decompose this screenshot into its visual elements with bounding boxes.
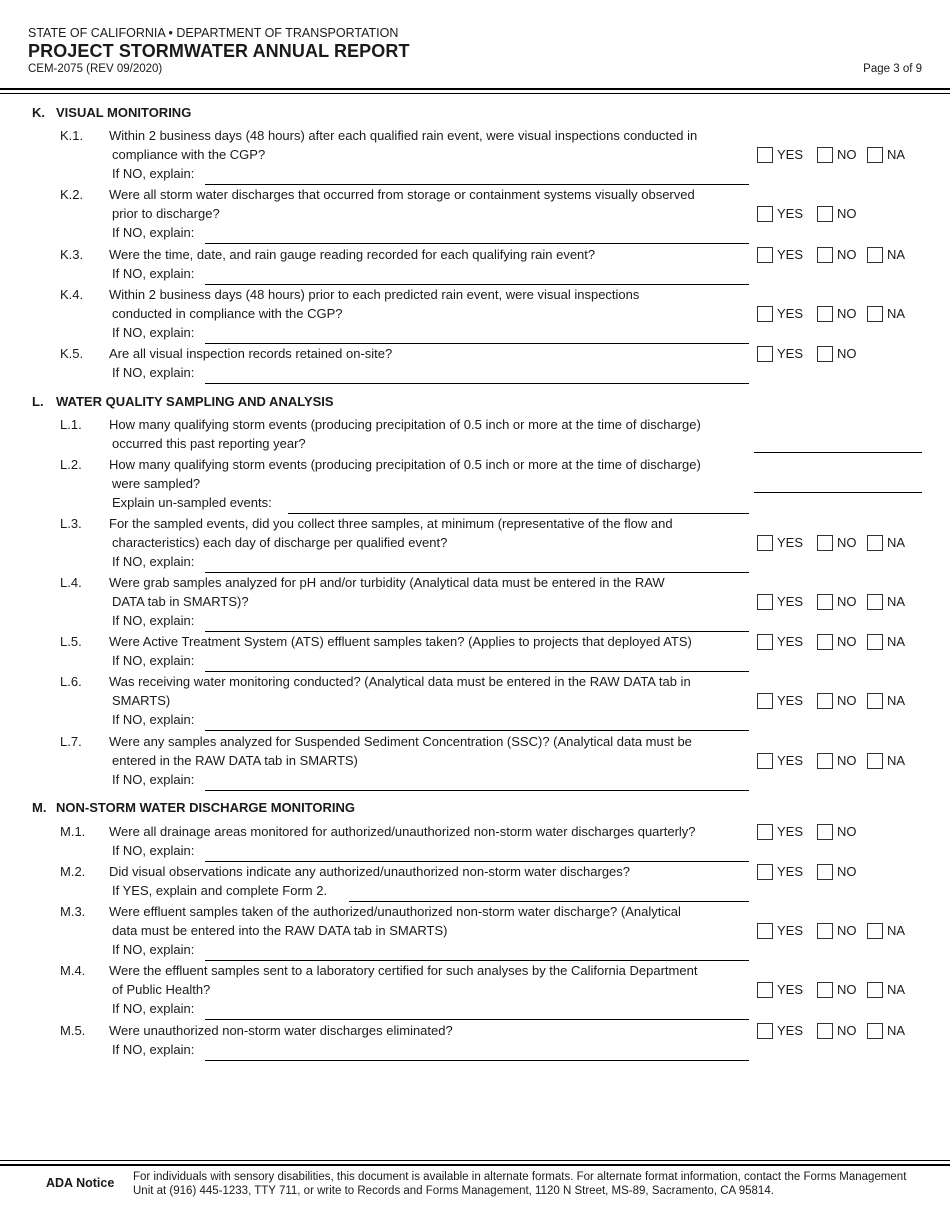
question-text: Were the time, date, and rain gauge reading recorded for each qualifying rain event?	[109, 247, 596, 262]
no-checkbox[interactable]	[817, 147, 833, 163]
form-number: CEM-2075 (REV 09/2020)	[28, 63, 163, 75]
question-text: Was receiving water monitoring conducted? (Analytical data must be entered in the RAW DATA tab in	[109, 674, 691, 689]
explain-field[interactable]	[205, 790, 749, 791]
answer-options	[757, 1021, 905, 1040]
question-number: M.2.	[60, 864, 86, 879]
answer-options	[757, 533, 905, 552]
question-text: Were the effluent samples sent to a laboratory certified for such analyses by the California Department	[109, 963, 698, 978]
no-checkbox[interactable]	[817, 753, 833, 769]
answer-options	[757, 822, 867, 841]
no-checkbox[interactable]	[817, 247, 833, 263]
agency-name: STATE OF CALIFORNIA • DEPARTMENT OF TRANSPORTATION	[28, 26, 399, 40]
question-text-cont: of Public Health?	[112, 982, 211, 997]
explain-label: If NO, explain:	[112, 613, 195, 628]
no-label: NO	[837, 1023, 857, 1038]
yes-checkbox[interactable]	[757, 1023, 773, 1039]
no-label: NO	[837, 753, 857, 768]
question-text-cont: occurred this past reporting year?	[112, 436, 306, 451]
explain-label: If YES, explain and complete Form 2.	[112, 883, 328, 898]
yes-label: YES	[777, 346, 804, 361]
na-label: NA	[887, 753, 906, 768]
yes-label: YES	[777, 594, 804, 609]
question-text: Did visual observations indicate any authorized/unauthorized non-storm water discharges?	[109, 864, 631, 879]
question-number: M.1.	[60, 824, 86, 839]
question-text: Were all storm water discharges that occurred from storage or containment systems visually observed	[109, 187, 695, 202]
na-label: NA	[887, 1023, 906, 1038]
explain-label: If NO, explain:	[112, 942, 195, 957]
answer-options	[757, 691, 905, 710]
question-number: M.4.	[60, 963, 86, 978]
no-label: NO	[837, 147, 857, 162]
question-text: How many qualifying storm events (producing precipitation of 0.5 inch or more at the time of discharge)	[109, 457, 701, 472]
no-checkbox[interactable]	[817, 306, 833, 322]
no-checkbox[interactable]	[817, 594, 833, 610]
no-checkbox[interactable]	[817, 634, 833, 650]
header-rule-thick	[0, 88, 950, 90]
section-letter: M.	[32, 800, 47, 815]
ada-notice-text: For individuals with sensory disabilities, this document is available in alternate formats. For alternate format information, contact the Forms Management Unit at (916) 445-1233, TTY 711, or write to Records and Forms Management, 1120 N Street, MS-89, Sacramento, CA 95814.	[133, 1171, 907, 1197]
yes-checkbox[interactable]	[757, 824, 773, 840]
question-number: M.5.	[60, 1023, 86, 1038]
section-title: WATER QUALITY SAMPLING AND ANALYSIS	[56, 394, 334, 409]
answer-options	[757, 862, 867, 881]
yes-label: YES	[777, 535, 804, 550]
section-title: VISUAL MONITORING	[56, 105, 192, 120]
question-text-cont: were sampled?	[112, 476, 201, 491]
yes-checkbox[interactable]	[757, 864, 773, 880]
no-label: NO	[837, 206, 857, 221]
question-number: M.3.	[60, 904, 86, 919]
explain-label: Explain un-sampled events:	[112, 495, 272, 510]
no-label: NO	[837, 982, 857, 997]
yes-label: YES	[777, 1023, 804, 1038]
explain-field[interactable]	[205, 1060, 749, 1061]
na-checkbox[interactable]	[867, 1023, 883, 1039]
yes-checkbox[interactable]	[757, 306, 773, 322]
na-checkbox[interactable]	[867, 535, 883, 551]
yes-checkbox[interactable]	[757, 693, 773, 709]
explain-label: If NO, explain:	[112, 554, 195, 569]
answer-options	[757, 344, 867, 363]
na-checkbox[interactable]	[867, 753, 883, 769]
question-number: K.5.	[60, 346, 84, 361]
no-checkbox[interactable]	[817, 824, 833, 840]
no-checkbox[interactable]	[817, 1023, 833, 1039]
yes-label: YES	[777, 693, 804, 708]
yes-label: YES	[777, 982, 804, 997]
explain-field[interactable]	[205, 730, 749, 731]
question-text: Were all drainage areas monitored for authorized/unauthorized non-storm water discharges quarterly?	[109, 824, 696, 839]
question-text: Were any samples analyzed for Suspended Sediment Concentration (SSC)? (Analytical data must be	[109, 734, 692, 749]
question-text-cont: data must be entered into the RAW DATA tab in SMARTS)	[112, 923, 448, 938]
na-checkbox[interactable]	[867, 923, 883, 939]
no-checkbox[interactable]	[817, 923, 833, 939]
no-label: NO	[837, 864, 857, 879]
answer-options	[757, 751, 905, 770]
question-text: Within 2 business days (48 hours) prior to each predicted rain event, were visual inspections	[109, 287, 640, 302]
yes-label: YES	[777, 306, 804, 321]
no-label: NO	[837, 634, 857, 649]
question-number: K.3.	[60, 247, 84, 262]
question-text-cont: compliance with the CGP?	[112, 147, 266, 162]
yes-checkbox[interactable]	[757, 346, 773, 362]
sampled-events-count-field[interactable]	[754, 492, 922, 493]
question-text: Within 2 business days (48 hours) after each qualified rain event, were visual inspections conducted in	[109, 128, 698, 143]
yes-checkbox[interactable]	[757, 753, 773, 769]
question-text-cont: characteristics) each day of discharge per qualified event?	[112, 535, 448, 550]
no-label: NO	[837, 535, 857, 550]
explain-field[interactable]	[205, 243, 749, 244]
na-label: NA	[887, 535, 906, 550]
explain-field[interactable]	[205, 1019, 749, 1020]
form-header	[28, 26, 922, 77]
storm-events-count-field[interactable]	[754, 452, 922, 453]
no-checkbox[interactable]	[817, 864, 833, 880]
question-number: L.2.	[60, 457, 82, 472]
question-number: K.2.	[60, 187, 84, 202]
answer-options	[757, 145, 905, 164]
na-checkbox[interactable]	[867, 147, 883, 163]
no-label: NO	[837, 923, 857, 938]
question-text-cont: entered in the RAW DATA tab in SMARTS)	[112, 753, 358, 768]
question-number: L.5.	[60, 634, 82, 649]
na-label: NA	[887, 923, 906, 938]
yes-checkbox[interactable]	[757, 147, 773, 163]
na-checkbox[interactable]	[867, 306, 883, 322]
explain-label: If NO, explain:	[112, 266, 195, 281]
yes-checkbox[interactable]	[757, 206, 773, 222]
na-label: NA	[887, 306, 906, 321]
question-number: L.4.	[60, 575, 82, 590]
answer-options	[757, 304, 905, 323]
yes-label: YES	[777, 753, 804, 768]
question-number: L.7.	[60, 734, 82, 749]
question-number: L.1.	[60, 417, 82, 432]
no-checkbox[interactable]	[817, 206, 833, 222]
answer-options	[757, 980, 905, 999]
answer-options	[757, 245, 905, 264]
no-checkbox[interactable]	[817, 982, 833, 998]
question-text: For the sampled events, did you collect three samples, at minimum (representative of the flow and	[109, 516, 673, 531]
no-label: NO	[837, 247, 857, 262]
no-label: NO	[837, 693, 857, 708]
question-text-cont: DATA tab in SMARTS)?	[112, 594, 249, 609]
answer-options	[757, 921, 905, 940]
question-text: Were effluent samples taken of the authorized/unauthorized non-storm water discharge? (Analytical	[109, 904, 681, 919]
explain-label: If NO, explain:	[112, 843, 195, 858]
section-letter: K.	[32, 105, 45, 120]
yes-checkbox[interactable]	[757, 982, 773, 998]
ada-notice-label: ADA Notice	[46, 1176, 115, 1190]
na-label: NA	[887, 693, 906, 708]
yes-checkbox[interactable]	[757, 535, 773, 551]
question-text: Were unauthorized non-storm water discharges eliminated?	[109, 1023, 453, 1038]
explain-label: If NO, explain:	[112, 653, 195, 668]
yes-label: YES	[777, 923, 804, 938]
yes-checkbox[interactable]	[757, 594, 773, 610]
explain-label: If NO, explain:	[112, 1042, 195, 1057]
question-number: L.3.	[60, 516, 82, 531]
question-number: K.4.	[60, 287, 84, 302]
yes-label: YES	[777, 206, 804, 221]
no-label: NO	[837, 346, 857, 361]
answer-options	[757, 632, 905, 651]
na-label: NA	[887, 247, 906, 262]
footer-rule-thick	[0, 1164, 950, 1166]
yes-label: YES	[777, 147, 804, 162]
question-text-cont: conducted in compliance with the CGP?	[112, 306, 343, 321]
section-letter: L.	[32, 394, 44, 409]
na-checkbox[interactable]	[867, 693, 883, 709]
question-text: Were Active Treatment System (ATS) effluent samples taken? (Applies to projects that deployed ATS)	[109, 634, 692, 649]
explain-label: If NO, explain:	[112, 365, 195, 380]
no-label: NO	[837, 306, 857, 321]
na-label: NA	[887, 982, 906, 997]
question-text: How many qualifying storm events (producing precipitation of 0.5 inch or more at the time of discharge)	[109, 417, 701, 432]
form-title: PROJECT STORMWATER ANNUAL REPORT	[28, 41, 410, 61]
page-number: Page 3 of 9	[863, 63, 922, 75]
yes-checkbox[interactable]	[757, 634, 773, 650]
yes-label: YES	[777, 634, 804, 649]
yes-checkbox[interactable]	[757, 923, 773, 939]
explain-label: If NO, explain:	[112, 772, 195, 787]
question-text: Were grab samples analyzed for pH and/or turbidity (Analytical data must be entered in the RAW	[109, 575, 665, 590]
question-number: K.1.	[60, 128, 84, 143]
na-checkbox[interactable]	[867, 634, 883, 650]
answer-options	[757, 204, 867, 223]
yes-label: YES	[777, 864, 804, 879]
na-label: NA	[887, 634, 906, 649]
no-checkbox[interactable]	[817, 693, 833, 709]
na-label: NA	[887, 147, 906, 162]
question-text-cont: SMARTS)	[112, 693, 171, 708]
na-checkbox[interactable]	[867, 247, 883, 263]
na-label: NA	[887, 594, 906, 609]
explain-label: If NO, explain:	[112, 712, 195, 727]
no-checkbox[interactable]	[817, 346, 833, 362]
na-checkbox[interactable]	[867, 594, 883, 610]
yes-label: YES	[777, 824, 804, 839]
no-checkbox[interactable]	[817, 535, 833, 551]
question-text: Are all visual inspection records retained on-site?	[109, 346, 393, 361]
explain-label: If NO, explain:	[112, 225, 195, 240]
explain-label: If NO, explain:	[112, 166, 195, 181]
section-title: NON-STORM WATER DISCHARGE MONITORING	[56, 800, 355, 815]
yes-checkbox[interactable]	[757, 247, 773, 263]
question-number: L.6.	[60, 674, 82, 689]
explain-field[interactable]	[205, 383, 749, 384]
yes-label: YES	[777, 247, 804, 262]
header-rule-thin	[0, 93, 950, 94]
explain-label: If NO, explain:	[112, 325, 195, 340]
question-text-cont: prior to discharge?	[112, 206, 220, 221]
explain-label: If NO, explain:	[112, 1001, 195, 1016]
answer-options	[757, 592, 905, 611]
na-checkbox[interactable]	[867, 982, 883, 998]
footer-rule-thin	[0, 1160, 950, 1161]
no-label: NO	[837, 824, 857, 839]
no-label: NO	[837, 594, 857, 609]
